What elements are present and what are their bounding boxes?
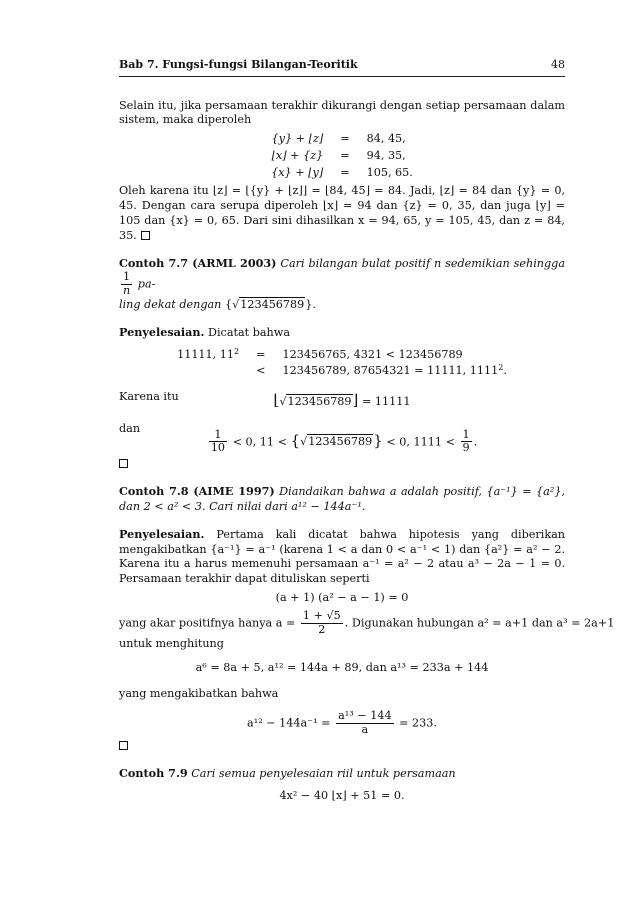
fraction-1-over-10 [209, 429, 227, 456]
golden-ratio-fraction [301, 610, 343, 637]
qed-box [141, 231, 150, 240]
example-text: Cari bilangan bulat positif n sedemikian sehingga [280, 256, 565, 270]
equation-sign: = [340, 132, 350, 146]
factored-equation: (a + 1) (a² − a − 1) = 0 [275, 591, 409, 604]
karena-itu: Karena itu [119, 390, 179, 404]
sqrt-argument: 123456789 [308, 434, 373, 448]
running-header [119, 58, 565, 77]
implies-text: yang mengakibatkan bahwa [119, 687, 279, 701]
row2-rhs: 123456789, 87654321 = 11111, 1111 [282, 364, 499, 378]
solution-intro: Dicatat bahwa [208, 325, 290, 339]
example-7-7 [119, 256, 565, 313]
conclusion-text: Oleh karena itu ⌊z⌋ = ⌊{y} + ⌊z⌋⌋ = ⌊84, 45⌋ = 84. Jadi, ⌊z⌋ = 84 dan {y} = 0, 45. Dengan cara serupa diperoleh ⌊x⌋ = 94 dan {z} = 0, 35, dan juga ⌊y⌋ = 105 dan {x} = 0, 65. Dari sini dihasilkan x = 94, 65, y = 105, 45, dan z = 84, 35. [119, 184, 565, 242]
root-text-continued: untuk menghitung [119, 636, 224, 650]
solution-7-8 [119, 527, 565, 587]
root-line [119, 608, 615, 637]
fraction-numerator: 1 [209, 429, 227, 443]
floor-rhs: = 11111 [361, 394, 411, 408]
equation-sign: = [340, 148, 350, 162]
system-equations [271, 131, 413, 181]
fraction-denominator: a [361, 722, 369, 736]
final-rhs: = 233. [399, 716, 437, 730]
equation-lhs: {y} + ⌊z⌋ [271, 132, 324, 146]
equation-rhs: 105, 65. [366, 165, 413, 179]
example-statement: Diandaikan bahwa a adalah positif, {a⁻¹} = {a²}, dan 2 < a² < 3. Cari nilai dari a¹² − 144a⁻¹. [119, 485, 565, 514]
equation-row [271, 148, 413, 165]
fraction-numerator: 1 [121, 271, 132, 285]
example-equation: 4x² − 40 ⌊x⌋ + 51 = 0. [279, 789, 405, 803]
powers-equation: a⁶ = 8a + 5, a¹² = 144a + 89, dan a¹³ = 233a + 144 [195, 661, 489, 675]
equation-row [177, 347, 507, 364]
root-text: yang akar positifnya hanya a = [119, 616, 296, 630]
row1-lhs: 11111, 11 [177, 347, 235, 361]
sqrt-argument: 123456789 [287, 394, 352, 408]
row1-exponent: 2 [234, 346, 240, 356]
equation-rhs: 84, 45, [366, 132, 406, 146]
chapter-title: Bab 7. Fungsi-fungsi Bilangan-Teoritik [119, 58, 358, 71]
qed-box [119, 741, 128, 750]
equation-row [271, 165, 413, 182]
example-7-8 [119, 484, 565, 515]
period: . [473, 434, 478, 448]
final-fraction [336, 710, 393, 737]
fraction-denominator: n [123, 284, 131, 298]
example-text: ling dekat dengan [119, 298, 222, 312]
conclusion-paragraph [119, 184, 565, 243]
example-label: Contoh 7.9 [119, 765, 188, 780]
fraction-1-over-9 [461, 429, 472, 456]
example-label: Contoh 7.7 (ARML 2003) [119, 255, 277, 270]
fraction-numerator: 1 [462, 427, 470, 441]
sqrt-argument: 123456789 [240, 298, 305, 312]
fraction-1-over-n [121, 271, 132, 298]
equation-sign: = [340, 165, 350, 179]
example-text: pa- [137, 277, 156, 291]
example-7-9 [119, 766, 565, 782]
final-lhs: a¹² − 144a⁻¹ = [247, 716, 331, 730]
frac-part-sqrt: {√123456789} [224, 298, 313, 312]
bound-equations [177, 347, 507, 381]
final-equation [119, 710, 565, 737]
dan-text: dan [119, 421, 141, 435]
example-statement: Cari semua penyelesaian riil untuk persamaan [191, 766, 456, 780]
inequality-middle: < 0, 11 < [232, 434, 287, 448]
solution-text: Pertama kali dicatat bahwa hipotesis yang diberikan mengakibatkan {a⁻¹} = a⁻¹ (karena 1 < a dan 0 < a⁻¹ < 1) dan {a²} = a² − 2. Karena itu a harus memenuhi persamaan a⁻¹ = a² − 2 atau a³ − 2a − 1 = 0. Persamaan terakhir dapat dituliskan seperti [119, 527, 565, 586]
solution-label: Penyelesaian. [119, 526, 205, 541]
root-text: . Digunakan hubungan a² = a+1 dan a³ = 2a+1 [344, 616, 615, 630]
fraction-numerator: 1 + √5 [302, 608, 341, 622]
fraction-numerator: a¹³ − 144 [338, 708, 392, 722]
inequality: $\frac{1}{10}$ < 0, 11 < {√123456789} < 0, 1111 < $\frac{1}{9}$ . [210, 427, 478, 455]
row2-exponent: 2 [498, 363, 504, 373]
period: . [312, 298, 316, 312]
inequality-middle: < 0, 1111 < [386, 434, 455, 448]
equation-row [177, 363, 507, 380]
row2-end: . [503, 364, 507, 378]
fraction-denominator: 2 [318, 622, 326, 636]
fraction-denominator: 10 [210, 441, 226, 455]
floor-equation: ⌊√123456789⌋ = 11111 [273, 390, 411, 409]
row1-operator: = [256, 347, 266, 361]
row1-rhs: 123456765, 4321 < 123456789 [282, 347, 463, 361]
equation-lhs: ⌊x⌋ + {z} [271, 148, 324, 162]
page-number: 48 [551, 58, 565, 71]
equation-row [271, 131, 413, 148]
fraction-denominator: 9 [462, 441, 470, 455]
row2-operator: < [256, 364, 266, 378]
solution-7-7 [119, 325, 565, 341]
equation-lhs: {x} + ⌊y⌋ [271, 165, 324, 179]
solution-label: Penyelesaian. [119, 324, 205, 339]
qed-box [119, 459, 128, 468]
intro-paragraph: Selain itu, jika persamaan terakhir dikurangi dengan setiap persamaan dalam sistem, maka diperoleh [119, 98, 565, 127]
equation-rhs: 94, 35, [366, 148, 406, 162]
example-label: Contoh 7.8 (AIME 1997) [119, 484, 275, 499]
page [119, 58, 615, 808]
